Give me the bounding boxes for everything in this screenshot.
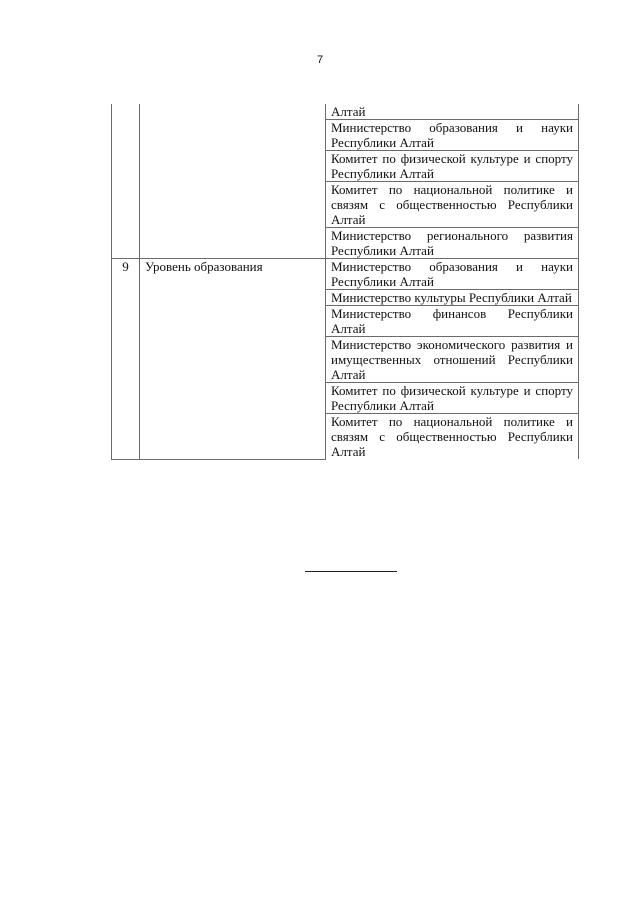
org-cell: Министерство образования и науки Республики Алтай	[326, 120, 579, 151]
table-row	[112, 104, 579, 120]
org-cell: Комитет по физической культуре и спорту Республики Алтай	[326, 151, 579, 182]
org-cell: Комитет по физической культуре и спорту Республики Алтай	[326, 383, 579, 414]
org-cell: Министерство финансов Республики Алтай	[326, 306, 579, 337]
table-row	[112, 259, 579, 290]
org-cell: Алтай	[326, 104, 579, 120]
indicator-name: Уровень образования	[140, 259, 326, 460]
row-number	[112, 104, 140, 259]
end-divider	[305, 571, 397, 572]
org-cell: Комитет по национальной политике и связям с общественностью Республики Алтай	[326, 414, 579, 460]
page-number: 7	[316, 54, 324, 66]
row-number: 9	[112, 259, 140, 460]
org-cell: Министерство регионального развития Республики Алтай	[326, 228, 579, 259]
responsibility-table	[111, 104, 579, 460]
org-cell: Министерство культуры Республики Алтай	[326, 290, 579, 306]
indicator-name	[140, 104, 326, 259]
org-cell: Министерство экономического развития и имущественных отношений Республики Алтай	[326, 337, 579, 383]
org-cell: Комитет по национальной политике и связям с общественностью Республики Алтай	[326, 182, 579, 228]
org-cell: Министерство образования и науки Республики Алтай	[326, 259, 579, 290]
